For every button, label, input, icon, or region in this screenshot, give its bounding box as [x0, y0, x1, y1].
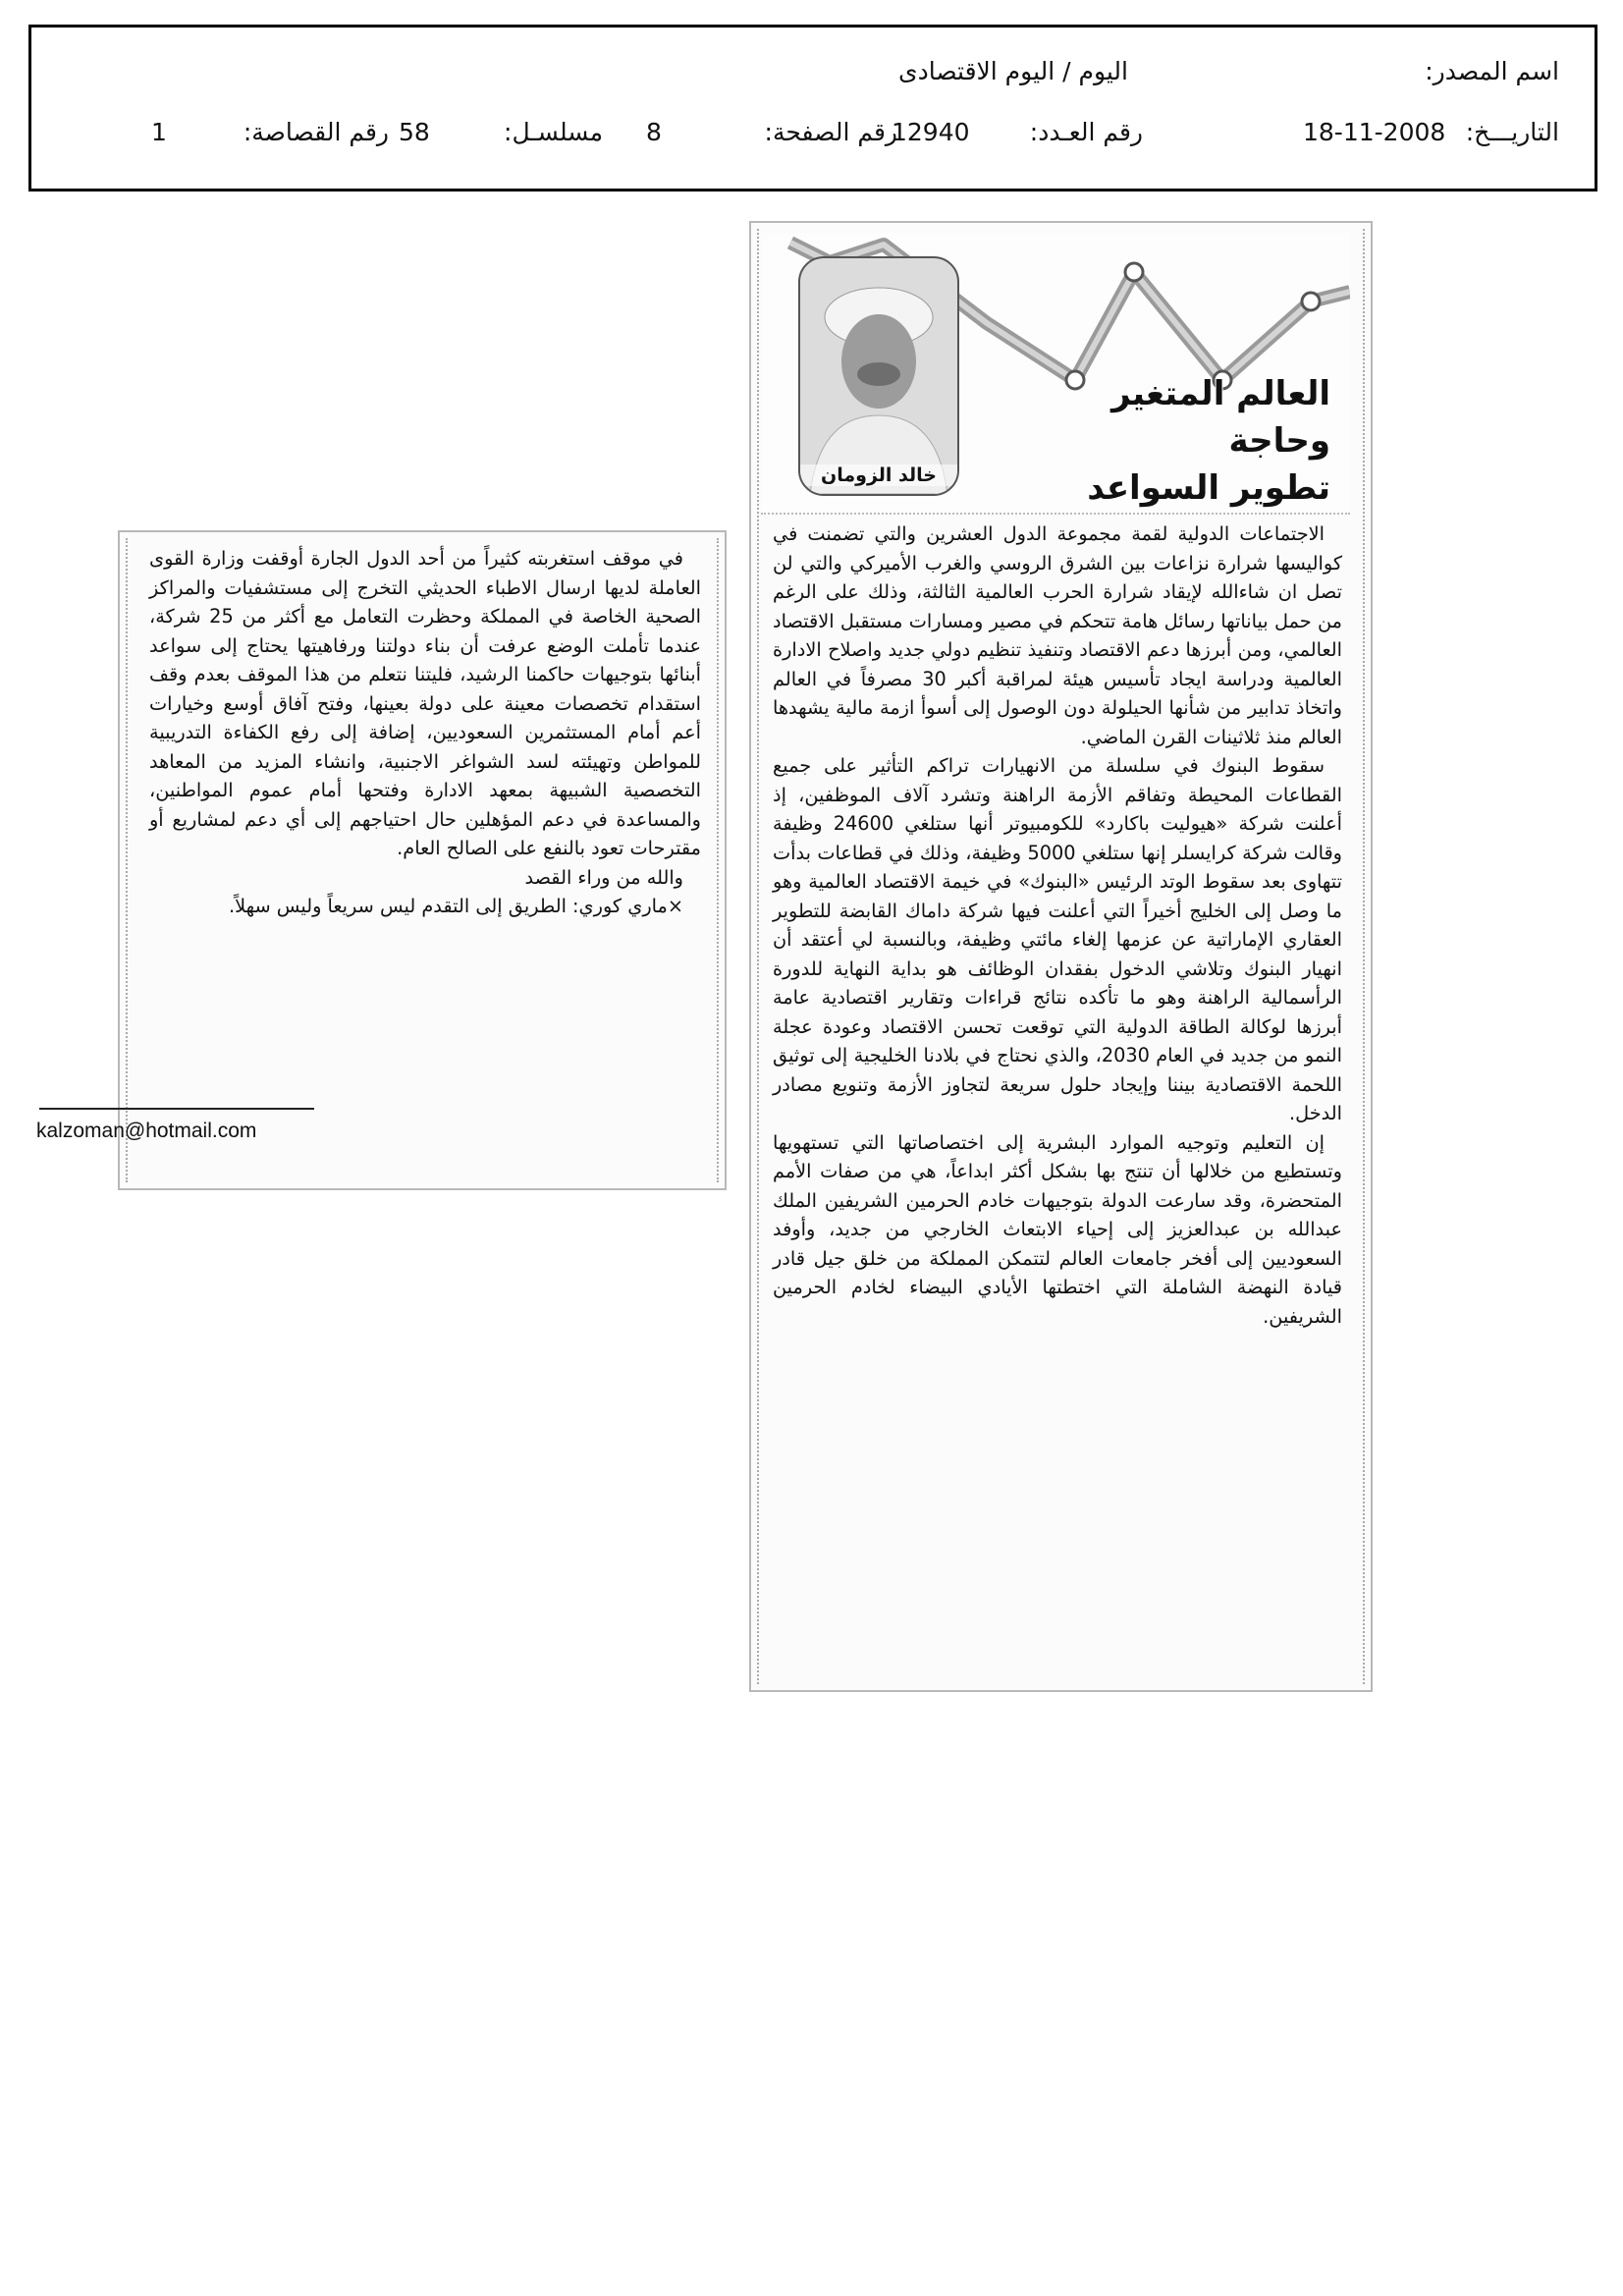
closing-line: والله من وراء القصد: [524, 865, 683, 889]
article-column: [749, 221, 1373, 1692]
author-photo: [798, 256, 959, 496]
article-headline: [1006, 370, 1330, 512]
clip-value: 1: [151, 118, 167, 146]
author-portrait-image: [800, 258, 957, 494]
article-paragraph: إن التعليم وتوجيه الموارد البشرية إلى اختصاصاتها التي تستهويها وتستطيع من خلالها أن تنتج بها بشكل أكثر ابداعاً، هي من صفات الأمم المتحضرة، وقد سارعت الدولة بتوجيهات خادم الحرمين الشريفين الملك عبدالله بن عبدالعزيز إلى إحياء الابتعاث الخارجي من جديد، وأوفد السعوديين إلى أفخر جامعات العالم لتتمكن المملكة من خلق جيل قادر قيادة النهضة الشاملة التي اختطتها الأيادي البيضاء لخادم الحرمين الشريفين.: [773, 1130, 1342, 1328]
serial-label: مسلسـل:: [504, 118, 603, 146]
article-body: [773, 519, 1342, 1331]
document-header: [28, 25, 1597, 191]
headline-line-1: العالم المتغير وحاجة: [1111, 374, 1330, 461]
date-value: 18-11-2008: [1303, 118, 1446, 146]
article-banner: [761, 233, 1350, 515]
clip-label: رقم القصاصة:: [243, 118, 389, 146]
author-email: kalzoman@hotmail.com: [36, 1120, 257, 1142]
quote-line: ×ماري كوري: الطريق إلى التقدم ليس سريعاً وليس سهلاً.: [228, 895, 683, 917]
page-label: رقم الصفحة:: [764, 118, 897, 146]
article-paragraph: الاجتماعات الدولية لقمة مجموعة الدول العشرين والتي تضمنت في كواليسها شرارة نزاعات بين الشرق الروسي والغرب الأميركي والتي لن تصل ان شاءالله لإيقاد شرارة الحرب العالمية الثالثة، وذلك على الرغم من حمل بياناتها رسائل هامة تتحكم في مصير ومسارات مستقبل الاقتصاد العالمي، ومن أبرزها دعم الاقتصاد وتنفيذ تنظيم دولي جديد واصلاح الادارة العالمية ودراسة ايجاد تأسيس هيئة لمراقبة أكبر 30 مصرفاً في العالم واتخاذ تدابير من شأنها الحيلولة دون الوصول إلى أسوأ ازمة مالية يشهدها العالم منذ ثلاثينات القرن الماضي.: [773, 522, 1342, 748]
article-paragraph: سقوط البنوك في سلسلة من الانهيارات تراكم التأثير على جميع القطاعات المحيطة وتفاقم الأزمة الراهنة وتشرد آلاف الموظفين، إذ أعلنت شركة «هيوليت باكارد» للكومبيوتر أنها ستلغي 24600 وظيفة وقالت شركة كرايسلر إنها ستلغي 5000 وظيفة، وذلك في قطاعات بدأت تتهاوى بعد سقوط الوتد الرئيس «البنوك» في خيمة الاقتصاد العالمية وهو ما وصل إلى الخليج أخيراً التي أعلنت فيها شركة داماك القابضة للتطوير العقاري الإماراتية عن عزمها إلغاء مائتي وظيفة، وبالنسبة لي أعتقد أن انهيار البنوك وتلاشي الدخول بفقدان الوظائف هو بداية النهاية للدورة الرأسمالية الراهنة وهو ما تأكده نتائج قراءات وتقارير اقتصادية عامة أبرزها لوكالة الطاقة الدولية التي توقعت تحسن الاقتصاد وعودة عجلة النمو من جديد في العام 2030، والذي نحتاج في بلادنا الخليجية إلى توثيق اللحمة الاقتصادية بيننا وإيجاد حلول سريعة لتجاوز الأزمة وتنويع مصادر الدخل.: [773, 754, 1343, 1124]
source-label: اسم المصدر:: [1425, 57, 1559, 85]
continuation-column: [118, 530, 727, 1190]
issue-value: 12940: [892, 118, 970, 146]
headline-line-2: تطوير السواعد: [1087, 468, 1330, 508]
issue-label: رقم العـدد:: [1029, 118, 1143, 146]
source-value: اليوم / اليوم الاقتصادى: [898, 57, 1128, 85]
page-value: 8: [646, 118, 662, 146]
date-label: التاريـــخ:: [1465, 118, 1559, 146]
author-name: خالد الزومان: [800, 465, 957, 486]
continuation-paragraph: في موقف استغربته كثيراً من أحد الدول الجارة أوقفت وزارة القوى العاملة لديها ارسال الاطباء الحديثي التخرج إلى مستشفيات والمراكز الصحية الخاصة في المملكة وحظرت التعامل مع أكثر من 25 شركة، عندما تأملت الوضع عرفت أن بناء دولتنا ورفاهيتها يحتاج إلى سواعد أبنائها بتوجيهات حاكمنا الرشيد، فليتنا نتعلم من هذا الموقف بعدم وقف استقدام تخصصات معينة على دولة بعينها، وفتح آفاق أوسع وخيارات أعم أمام المستثمرين السعوديين، إضافة إلى رفع الكفاءة التدريبية للمواطن وتهيئته لسد الشواغر الاجنبية، وانشاء المزيد من المعاهد التخصصية الشبيهة بمعهد الادارة وفتحها أمام عموم المواطنين، والمساعدة في دعم المؤهلين حال احتياجهم إلى أي دعم لمشاريع أو مقترحات تعود بالنفع على الصالح العام.: [149, 547, 701, 859]
signature-divider: [39, 1108, 314, 1110]
serial-value: 58: [399, 118, 430, 146]
continuation-body: [149, 544, 701, 921]
